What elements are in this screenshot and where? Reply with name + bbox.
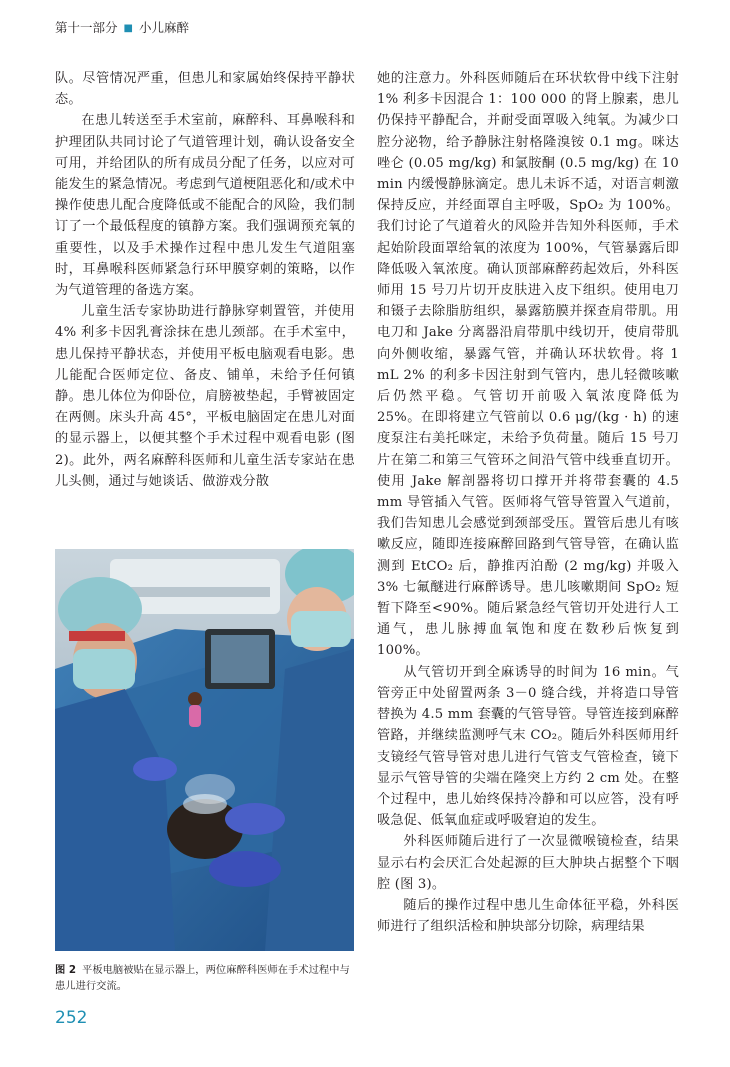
figure-caption xyxy=(55,962,355,994)
paragraph: 在患儿转送至手术室前，麻醉科、耳鼻喉科和护理团队共同讨论了气道管理计划，确认设备安全可用，并给团队的所有成员分配了任务，以应对可能发生的紧急情况。考虑到气道梗阻恶化和/或术中操作使患儿配合度降低或不能配合的风险，我们制订了一个最低程度的镇静方案。我们强调预充氧的重要性，以及手术操作过程中患儿发生气道阻塞时，耳鼻喉科医师紧急行环甲膜穿刺的策略，以作为气道管理的备选方案。 xyxy=(55,113,355,299)
figure-label: 图 2 xyxy=(55,964,77,976)
header-part: 第十一部分 xyxy=(55,20,118,35)
left-column xyxy=(55,68,355,492)
paragraph: 外科医师随后进行了一次显微喉镜检查，结果显示右杓会厌汇合处起源的巨大肿块占据整个下咽腔 (图 3)。 xyxy=(377,834,679,892)
paragraph: 队。尽管情况严重，但患儿和家属始终保持平静状态。 xyxy=(55,71,355,108)
paragraph: 随后的操作过程中患儿生命体征平稳，外科医师进行了组织活检和肿块部分切除，病理结果 xyxy=(377,897,679,935)
header-square-icon: ■ xyxy=(123,23,133,34)
figure-caption-text: 平板电脑被贴在显示器上，两位麻醉科医师在手术过程中与患儿进行交流。 xyxy=(55,964,350,992)
paragraph: 儿童生活专家协助进行静脉穿刺置管，并使用4% 利多卡因乳膏涂抹在患儿颈部。在手术室中，患儿保持平静状态，并使用平板电脑观看电影。患儿能配合医师定位、备皮、铺单，未给予任何镇静。患儿体位为仰卧位，肩膀被垫起，手臂被固定在两侧。床头升高 45°，平板电脑固定在患儿对面的显示器上，以便其整个手术过程中观看电影 (图 2)。此外，两名麻醉科医师和儿童生活专家站在患儿头侧，通过与她谈话、做游戏分散 xyxy=(55,304,355,489)
page-number: 252 xyxy=(55,1008,88,1028)
running-header xyxy=(55,18,189,36)
paragraph: 她的注意力。外科医师随后在环状软骨中线下注射1% 利多卡因混合 1：100 000 的肾上腺素，患儿仍保持平静配合，并耐受面罩吸入纯氧。为减少口腔分泌物，给予静脉注射格隆溴铵 0.1 mg。咪达唑仑 (0.05 mg/kg) 和氯胺酮 (0.5 mg/kg) 在 10 min 内缓慢静脉滴定。患儿未诉不适，对语言刺激保持反应，并经面罩自主呼吸，SpO₂ 为 100%。我们讨论了气道着火的风险并告知外科医师，手术起始阶段面罩给氧的浓度为 100%，气管暴露后即降低吸入氧浓度。确认顶部麻醉药起效后，外科医师用 15 号刀片切开皮肤进入皮下组织。使用电刀和镊子去除脂肪组织，暴露筋膜并探查肩带肌。用电刀和 Jake 分离器沿肩带肌中线切开，使肩带肌向外侧收缩，暴露气管，并确认环状软骨。将 1 mL 2% 的利多卡因注射到气管内，患儿轻微咳嗽后仍然平稳。气管切开前吸入氧浓度降低为 25%。在即将建立气管前以 0.6 μg/(kg · h) 的速度泵注右美托咪定，未给予负荷量。随后 15 号刀片在第二和第三气管环之间沿气管中线垂直切开。使用 Jake 解剖器将切口撑开并将带套囊的 4.5 mm 导管插入气管。医师将气管导管置入气道前，我们告知患儿会感觉到颈部受压。置管后患儿有咳嗽反应，随即连接麻醉回路到气管导管，在确认监测到 EtCO₂ 后，静推丙泊酚 (2 mg/kg) 并吸入 3% 七氟醚进行麻醉诱导。患儿咳嗽期间 SpO₂ 短暂下降至<90%。随后紧急经气管切开处进行人工通气，患儿脉搏血氧饱和度在数秒后恢复到 100%。 xyxy=(377,71,679,659)
figure-photo xyxy=(55,549,354,951)
right-column xyxy=(377,68,679,937)
header-title: 小儿麻醉 xyxy=(138,20,189,35)
paragraph: 从气管切开到全麻诱导的时间为 16 min。气管旁正中处留置两条 3－0 缝合线，并将造口导管替换为 4.5 mm 套囊的气管导管。导管连接到麻醉管路，并继续监测呼气末 CO₂。随后外科医师用纤支镜经气管导管对患儿进行气管支气管检查，镜下显示气管导管的尖端在隆突上方约 2 cm 处。在整个过程中，患儿始终保持冷静和可以应答，没有呼吸急促、低氧血症或呼吸窘迫的发生。 xyxy=(377,664,679,829)
